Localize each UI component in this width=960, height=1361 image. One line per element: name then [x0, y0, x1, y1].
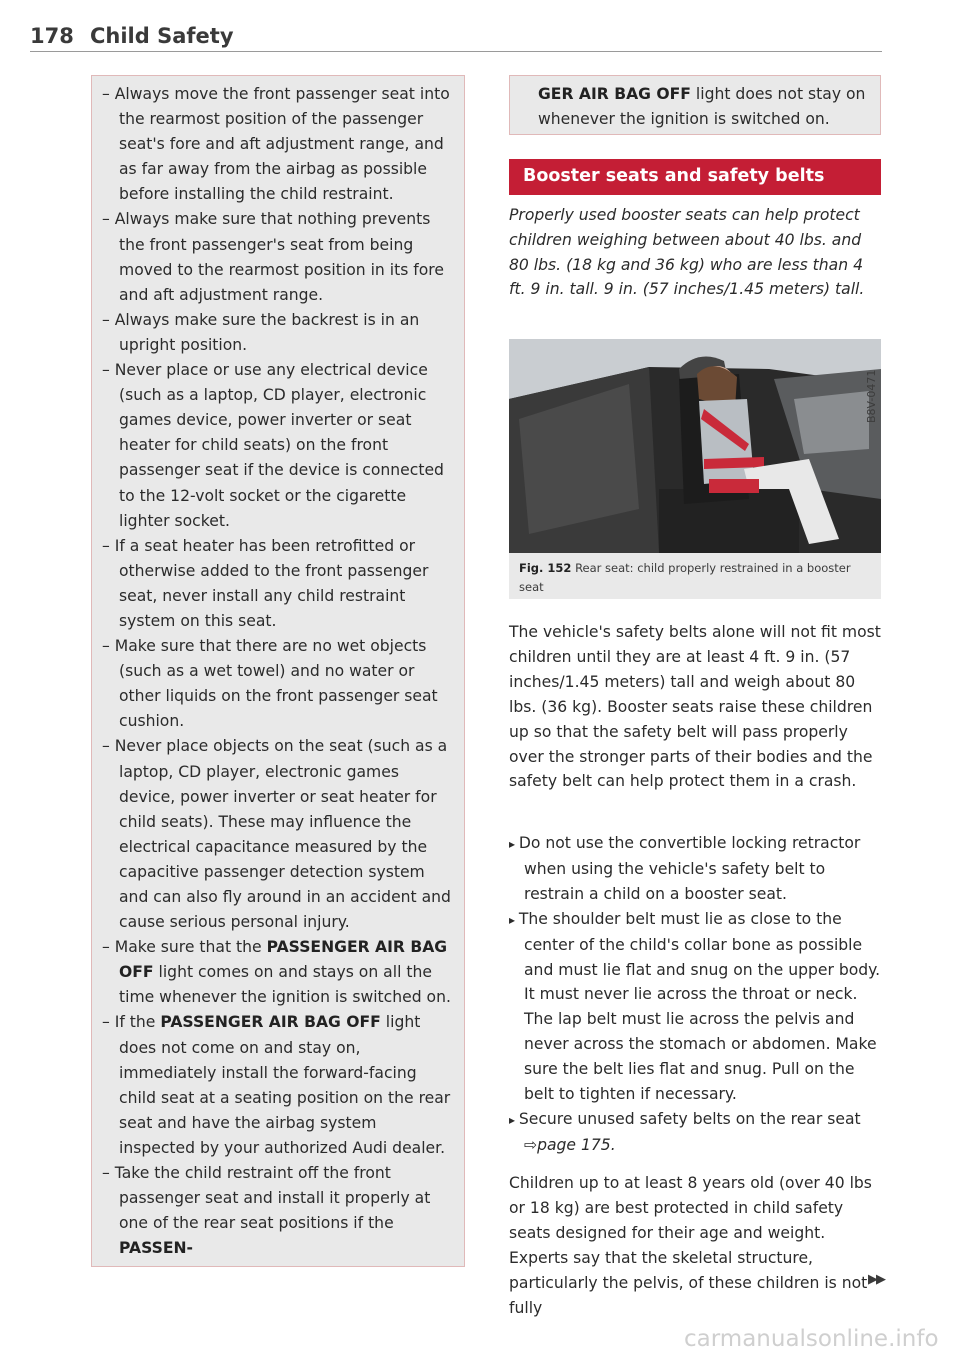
booster-seat-illustration [509, 339, 881, 553]
section-title: Child Safety [90, 24, 234, 48]
section-banner: Booster seats and safety belts [509, 159, 881, 195]
paragraph-booster-need: The vehicle's safety belts alone will not fit most children until they are at least 4 ft. 9 in. (57 inches/1.45 meters) tall and weigh about 80 lbs. (36 kg). Booster seats raise these children up so that the safety belt will pass properly over the stronger parts of their bodies and the safety belt can help protect them in a crash. [509, 623, 881, 791]
warning-item: – Always make sure that nothing prevents the front passenger's seat from being moved to the rearmost position in its fore and aft adjustment range. [102, 207, 456, 307]
watermark: carmanualsonline.info [684, 1326, 939, 1352]
intro-paragraph: Properly used booster seats can help protect children weighing between about 40 lbs. and 80 lbs. (18 kg and 36 kg) who are less than 4 ft. 9 in. tall. 9 in. (57 inches/1.45 meters) tall. [509, 206, 865, 299]
airbag-light-label: GER AIR BAG OFF [538, 85, 691, 103]
warning-item: – Take the child restraint off the front passenger seat and install it properly at one of the rear seat positions if the PASSEN- [102, 1161, 456, 1261]
figure-caption: Fig. 152 Rear seat: child properly restrained in a booster seat [519, 561, 851, 594]
warning-box [91, 75, 465, 1267]
instruction-list [509, 831, 881, 1158]
figure-code-text: B8V-0471 [865, 369, 878, 423]
header-rule [30, 51, 882, 52]
figure-code [864, 345, 878, 425]
figure-152 [509, 339, 881, 599]
airbag-light-label: PASSENGER AIR BAG OFF [160, 1013, 381, 1032]
page-reference-link[interactable]: ⇨page 175. [524, 1135, 616, 1154]
warning-list [92, 76, 464, 1261]
instruction-item: ▸ The shoulder belt must lie as close to the center of the child's collar bone as possible and must lie flat and snug on the upper body. It must never lie across the throat or neck. The lap belt must lie across the pelvis and never across the stomach or abdomen. Make sure the belt lies flat and snug. Pull on the belt to tighten if necessary. [509, 907, 881, 1107]
instruction-item: ▸ Secure unused safety belts on the rear seat ⇨page 175. [509, 1107, 881, 1158]
continued-arrow-icon: ▶▶ [868, 1272, 884, 1287]
warning-item: – If a seat heater has been retrofitted or otherwise added to the front passenger seat, never install any child restraint system on this seat. [102, 534, 456, 634]
warning-item: – Make sure that there are no wet objects (such as a wet towel) and no water or other liquids on the front passenger seat cushion. [102, 634, 456, 734]
instruction-item: ▸ Do not use the convertible locking retractor when using the vehicle's safety belt to restrain a child on a booster seat. [509, 831, 881, 907]
warning-item: – Never place or use any electrical device (such as a laptop, CD player, electronic games device, power inverter or seat heater for child seats) on the front passenger seat if the device is connected to the 12-volt socket or the cigarette lighter socket. [102, 358, 456, 534]
warning-item: – Make sure that the PASSENGER AIR BAG OFF light comes on and stays on all the time whenever the ignition is switched on. [102, 935, 456, 1010]
warning-item: – If the PASSENGER AIR BAG OFF light does not come on and stay on, immediately install the forward-facing child seat at a seating position on the rear seat and have the airbag system inspected by your authorized Audi dealer. [102, 1010, 456, 1161]
warning-continued-box: GER AIR BAG OFF light does not stay on whenever the ignition is switched on. [509, 75, 881, 135]
warning-item: – Always make sure the backrest is in an upright position. [102, 308, 456, 358]
figure-label: Fig. 152 [519, 561, 572, 575]
page-number: 178 [30, 24, 74, 48]
airbag-light-label: PASSEN- [119, 1239, 194, 1258]
warning-item: – Always move the front passenger seat into the rearmost position of the passenger seat's fore and aft adjustment range, and as far away from the airbag as possible before installing the child restraint. [102, 82, 456, 207]
airbag-light-label: PASSENGER AIR BAG OFF [119, 938, 448, 982]
warning-item: – Never place objects on the seat (such as a laptop, CD player, electronic games device, power inverter or seat heater for child seats). These may influence the electrical capacitance measured by the capacitive passenger detection system and can also fly around in an accident and cause serious personal injury. [102, 734, 456, 935]
page-header [30, 22, 882, 56]
paragraph-children-protection: Children up to at least 8 years old (over 40 lbs or 18 kg) are best protected in child safety seats designed for their age and weight. Experts say that the skeletal structure, particularly the pelvis, of these children is not fully [509, 1174, 872, 1317]
